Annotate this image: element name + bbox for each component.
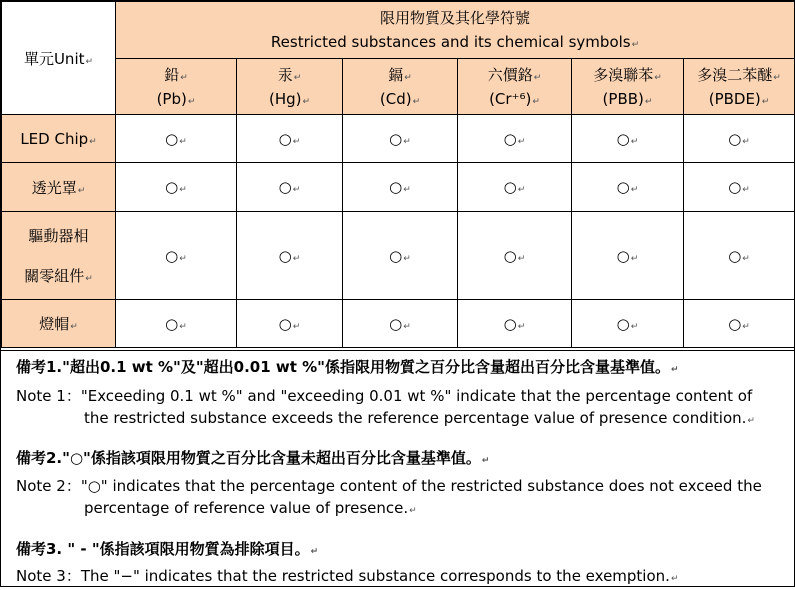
cell-value: ○ ↵ bbox=[504, 315, 526, 333]
row-unit-label: 透光罩 ↵ bbox=[32, 179, 86, 197]
table-cell bbox=[237, 115, 343, 163]
cell-value: ○ ↵ bbox=[728, 247, 750, 265]
table-cell bbox=[116, 163, 237, 212]
table-cell bbox=[684, 212, 795, 300]
table-cell bbox=[458, 212, 572, 300]
substance-name: 多溴二苯醚 ↵ bbox=[684, 63, 794, 87]
remark-1-zh: 備考1."超出0.1 wt %"及"超出0.01 wt %"係指限用物質之百分比含量超出百分比含量基準值。 ↵ bbox=[16, 356, 786, 381]
substance-header-chromium bbox=[458, 59, 572, 115]
table-cell bbox=[237, 163, 343, 212]
substances-title-zh: 限用物質及其化學符號 bbox=[380, 9, 531, 27]
substance-header-cadmium bbox=[343, 59, 458, 115]
row-unit-cell bbox=[2, 212, 116, 300]
cell-value: ○ ↵ bbox=[389, 247, 411, 265]
table-cell bbox=[458, 300, 572, 348]
cell-value: ○ ↵ bbox=[279, 315, 301, 333]
cell-value: ○ ↵ bbox=[504, 178, 526, 196]
row-unit-label: 燈帽 ↵ bbox=[39, 315, 78, 333]
table-cell bbox=[458, 115, 572, 163]
restricted-substances-table bbox=[1, 1, 795, 348]
cell-value: ○ ↵ bbox=[165, 247, 187, 265]
remark-3-zh: 備考3. " - "係指該項限用物質為排除項目。 ↵ bbox=[16, 538, 786, 563]
substance-header-pbde bbox=[684, 59, 795, 115]
cell-value: ○ ↵ bbox=[389, 178, 411, 196]
substance-name: 汞 ↵ bbox=[237, 63, 342, 87]
table-cell bbox=[684, 163, 795, 212]
unit-header-label: 單元Unit ↵ bbox=[24, 50, 93, 68]
table-cell bbox=[572, 163, 684, 212]
table-cell bbox=[116, 115, 237, 163]
cell-value: ○ ↵ bbox=[728, 178, 750, 196]
row-unit-cell bbox=[2, 163, 116, 212]
substance-name: 多溴聯苯 ↵ bbox=[572, 63, 683, 87]
cell-value: ○ ↵ bbox=[504, 130, 526, 148]
substance-name: 鎘 ↵ bbox=[343, 63, 457, 87]
cell-value: ○ ↵ bbox=[617, 178, 639, 196]
row-unit-cell bbox=[2, 300, 116, 348]
note-2-line-1: Note 2："○" indicates that the percentage content of the restricted substance does not exceed the bbox=[16, 477, 762, 495]
notes-section bbox=[1, 350, 794, 587]
substance-symbol: (Cr⁺⁶) ↵ bbox=[458, 87, 571, 111]
substance-symbol: (Hg) ↵ bbox=[237, 87, 342, 111]
note-3-en: Note 3：The "−" indicates that the restricted substance corresponds to the exemption. ↵ bbox=[16, 565, 786, 590]
note-2-en bbox=[16, 475, 786, 522]
cell-value: ○ ↵ bbox=[165, 130, 187, 148]
table-cell bbox=[684, 115, 795, 163]
table-row bbox=[2, 163, 795, 212]
cell-value: ○ ↵ bbox=[279, 247, 301, 265]
table-cell bbox=[116, 212, 237, 300]
row-unit-label: 驅動器相 bbox=[28, 226, 89, 245]
table-cell bbox=[572, 115, 684, 163]
remark-2-zh: 備考2."○"係指該項限用物質之百分比含量未超出百分比含量基準值。 ↵ bbox=[16, 447, 786, 472]
cell-value: ○ ↵ bbox=[728, 315, 750, 333]
table-row bbox=[2, 300, 795, 348]
table-cell bbox=[116, 300, 237, 348]
table-cell bbox=[237, 212, 343, 300]
cell-value: ○ ↵ bbox=[617, 315, 639, 333]
substance-name: 六價鉻 ↵ bbox=[458, 63, 571, 87]
unit-header-cell bbox=[2, 2, 116, 115]
substance-symbol: (Cd) ↵ bbox=[343, 87, 457, 111]
cell-value: ○ ↵ bbox=[504, 247, 526, 265]
table-row bbox=[2, 115, 795, 163]
table-cell bbox=[237, 300, 343, 348]
substance-symbol: (PBB) ↵ bbox=[572, 87, 683, 111]
cell-value: ○ ↵ bbox=[389, 315, 411, 333]
note-1-en bbox=[16, 385, 786, 432]
table-cell bbox=[684, 300, 795, 348]
table-cell bbox=[343, 115, 458, 163]
cell-value: ○ ↵ bbox=[389, 130, 411, 148]
row-unit-label-cont: 關零組件 ↵ bbox=[2, 256, 115, 296]
substance-name: 鉛 ↵ bbox=[116, 63, 236, 87]
table-cell bbox=[572, 212, 684, 300]
table-cell bbox=[343, 212, 458, 300]
cell-value: ○ ↵ bbox=[279, 178, 301, 196]
substance-header-pbb bbox=[572, 59, 684, 115]
substances-title-en: Restricted substances and its chemical symbols ↵ bbox=[116, 30, 794, 54]
table-cell bbox=[458, 163, 572, 212]
table-row bbox=[2, 212, 795, 300]
row-unit-label: LED Chip ↵ bbox=[20, 130, 96, 148]
substance-symbol: (PBDE) ↵ bbox=[684, 87, 794, 111]
note-2-line-2: percentage of reference value of presence. ↵ bbox=[16, 497, 786, 522]
note-1-line-1: Note 1："Exceeding 0.1 wt %" and "exceeding 0.01 wt %" indicate that the percentage content of bbox=[16, 387, 753, 405]
cell-value: ○ ↵ bbox=[728, 130, 750, 148]
cell-value: ○ ↵ bbox=[279, 130, 301, 148]
table-cell bbox=[343, 163, 458, 212]
substance-header-lead bbox=[116, 59, 237, 115]
table-cell bbox=[343, 300, 458, 348]
cell-value: ○ ↵ bbox=[165, 178, 187, 196]
cell-value: ○ ↵ bbox=[617, 130, 639, 148]
substance-header-mercury bbox=[237, 59, 343, 115]
cell-value: ○ ↵ bbox=[617, 247, 639, 265]
row-unit-cell bbox=[2, 115, 116, 163]
substance-symbol: (Pb) ↵ bbox=[116, 87, 236, 111]
table-cell bbox=[572, 300, 684, 348]
substances-header-cell bbox=[116, 2, 795, 59]
note-1-line-2: the restricted substance exceeds the reference percentage value of presence condition. ↵ bbox=[16, 407, 786, 432]
cell-value: ○ ↵ bbox=[165, 315, 187, 333]
